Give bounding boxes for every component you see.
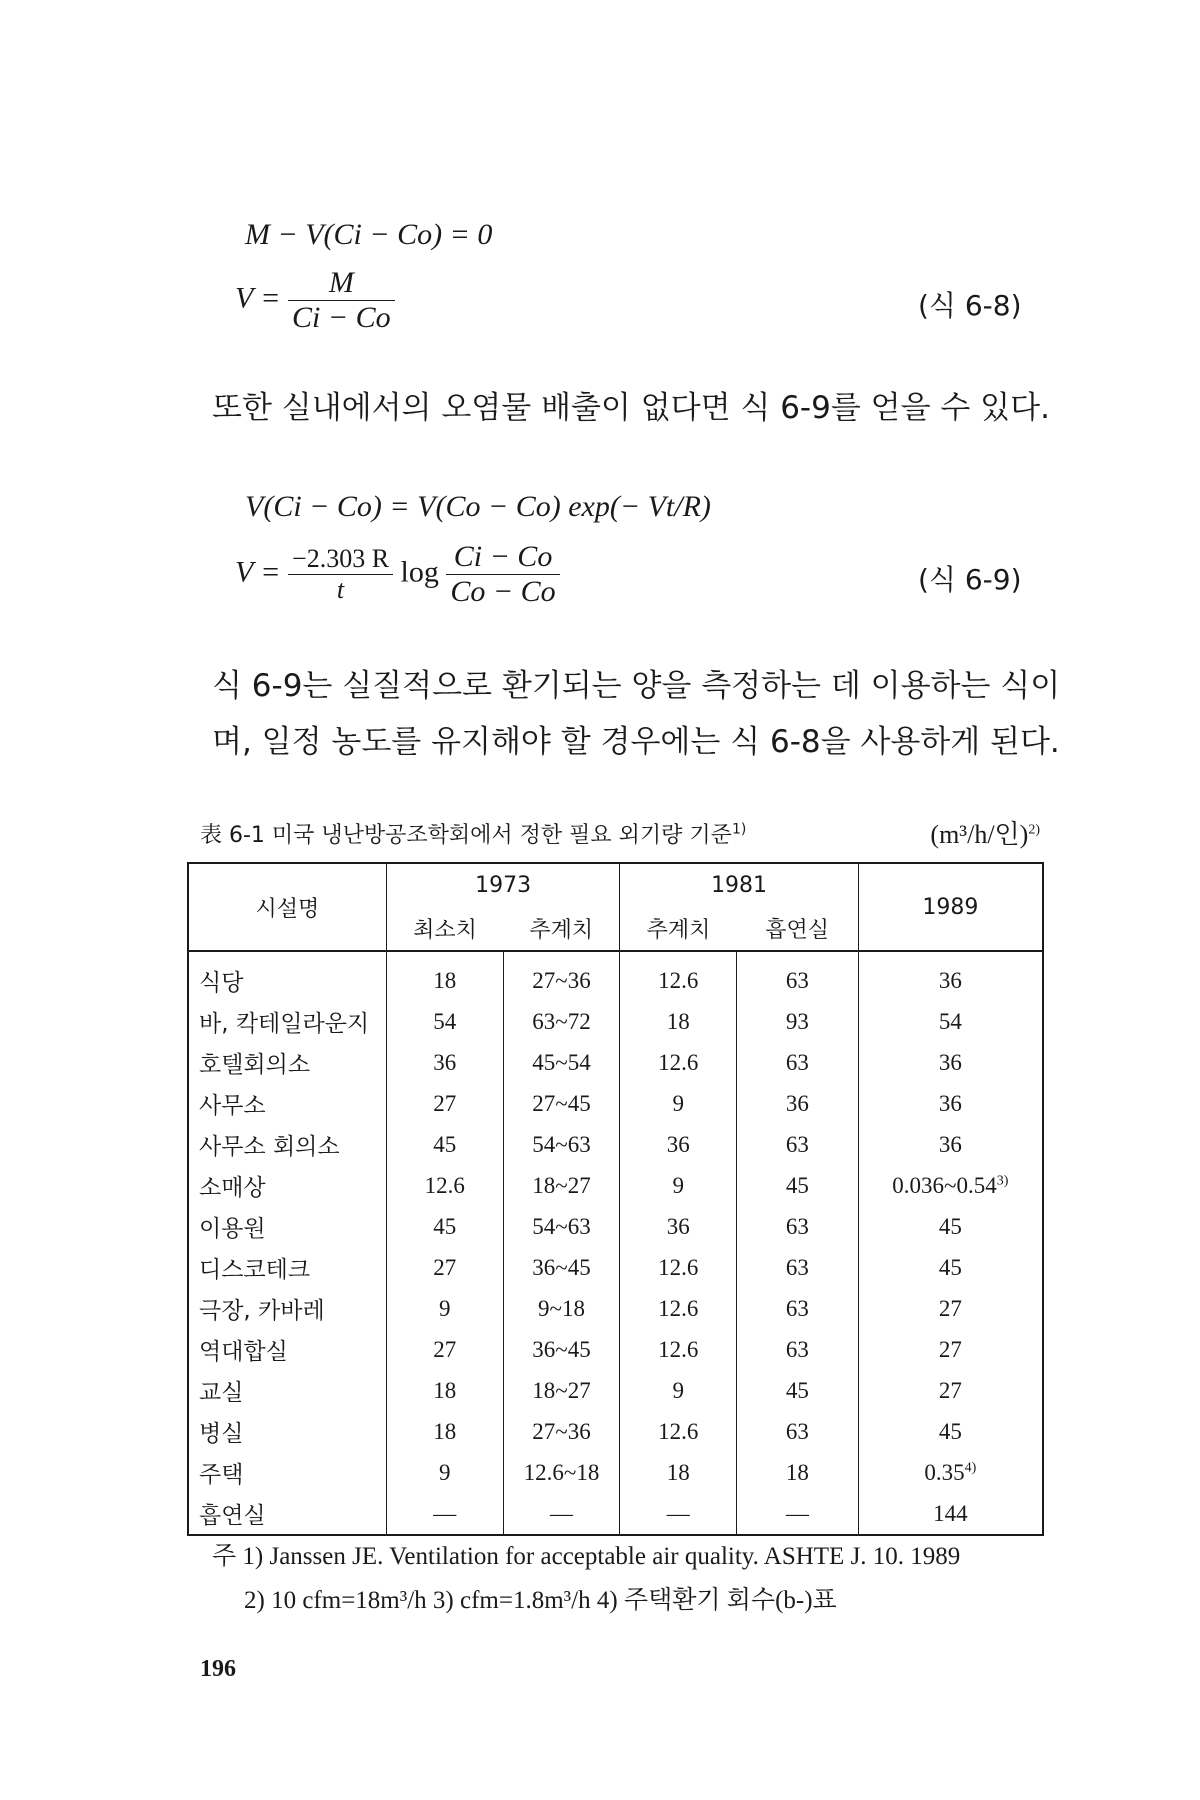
paragraph-explanation: 식 6-9는 실질적으로 환기되는 양을 측정하는 데 이용하는 식이며, 일정 농도를 유지해야 할 경우에는 식 6-8을 사용하게 된다. — [212, 668, 1061, 760]
header-smoking-1981: 흡연실 — [765, 917, 830, 943]
equation-decay: V(Ci − Co) = V(Co − Co) exp(− Vt/R) — [245, 490, 711, 523]
cell-1981-smoking: 36 — [737, 1083, 859, 1124]
cell-1981-recommended: 9 — [620, 1165, 737, 1206]
cell-1981-recommended: 9 — [620, 1083, 737, 1124]
table-row — [188, 1370, 1043, 1411]
cell-1989: 36 — [858, 951, 1043, 1001]
header-recommended-1973: 추계치 — [529, 917, 594, 943]
cell-1973-min: — — [386, 1493, 503, 1535]
cell-1981-smoking: 63 — [737, 1042, 859, 1083]
cell-facility-name: 병실 — [188, 1411, 386, 1452]
cell-facility-name: 교실 — [188, 1370, 386, 1411]
cell-1973-recommended: 27~36 — [503, 951, 620, 1001]
table-row — [188, 1247, 1043, 1288]
cell-1989: 45 — [858, 1247, 1043, 1288]
cell-1973-recommended: 27~36 — [503, 1411, 620, 1452]
equation-number-6-9: (식 6-9) — [918, 563, 1022, 596]
cell-1989: 0.036~0.54$^{3)}$ — [858, 1165, 1043, 1206]
table-row — [188, 1083, 1043, 1124]
cell-1981-smoking: 63 — [737, 1329, 859, 1370]
cell-facility-name: 극장, 카바레 — [188, 1288, 386, 1329]
table-row — [188, 1329, 1043, 1370]
cell-1973-recommended: — — [503, 1493, 620, 1535]
cell-1973-min: 45 — [386, 1206, 503, 1247]
cell-1981-smoking: 18 — [737, 1452, 859, 1493]
cell-facility-name: 디스코테크 — [188, 1247, 386, 1288]
cell-1973-recommended: 36~45 — [503, 1247, 620, 1288]
cell-1973-min: 18 — [386, 1411, 503, 1452]
cell-1981-smoking: 63 — [737, 1288, 859, 1329]
cell-1981-smoking: 45 — [737, 1165, 859, 1206]
table-row — [188, 1452, 1043, 1493]
cell-1981-smoking: 63 — [737, 1206, 859, 1247]
cell-1973-recommended: 54~63 — [503, 1124, 620, 1165]
cell-facility-name: 식당 — [188, 951, 386, 1001]
cell-1981-recommended: 12.6 — [620, 1411, 737, 1452]
header-recommended-1981: 추계치 — [620, 906, 737, 951]
table-row — [188, 1288, 1043, 1329]
cell-1973-recommended: 63~72 — [503, 1001, 620, 1042]
page-number: 196 — [200, 1656, 236, 1682]
cell-1981-smoking: 63 — [737, 951, 859, 1001]
cell-1981-recommended: 12.6 — [620, 1247, 737, 1288]
table-row — [188, 1042, 1043, 1083]
cell-1981-recommended: 12.6 — [620, 1288, 737, 1329]
footnote-1: 주 1) Janssen JE. Ventilation for acceptable air quality. ASHTE J. 10. 1989 — [212, 1543, 961, 1570]
cell-1981-recommended: 18 — [620, 1001, 737, 1042]
cell-1989: 45 — [858, 1411, 1043, 1452]
cell-1973-min: 18 — [386, 951, 503, 1001]
cell-1973-min: 12.6 — [386, 1165, 503, 1206]
paragraph-intro: 또한 실내에서의 오염물 배출이 없다면 식 6-9를 얻을 수 있다. — [212, 390, 1050, 426]
cell-1973-min: 54 — [386, 1001, 503, 1042]
cell-1973-min: 9 — [386, 1288, 503, 1329]
cell-1981-recommended: — — [620, 1493, 737, 1535]
cell-1981-smoking: 93 — [737, 1001, 859, 1042]
cell-1981-recommended: 36 — [620, 1124, 737, 1165]
cell-1981-recommended: 9 — [620, 1370, 737, 1411]
cell-1981-smoking: 63 — [737, 1411, 859, 1452]
cell-1989: 0.35$^{4)}$ — [858, 1452, 1043, 1493]
table-row — [188, 1206, 1043, 1247]
cell-1981-smoking: 63 — [737, 1247, 859, 1288]
header-min-1973: 최소치 — [386, 906, 503, 951]
cell-facility-name: 흡연실 — [188, 1493, 386, 1535]
cell-facility-name: 이용원 — [188, 1206, 386, 1247]
cell-1989: 36 — [858, 1124, 1043, 1165]
table-row — [188, 1411, 1043, 1452]
cell-1981-recommended: 18 — [620, 1452, 737, 1493]
table-unit: (m³/h/인)$^{2)}$ — [930, 820, 1040, 849]
cell-1981-smoking: 45 — [737, 1370, 859, 1411]
cell-1989: 54 — [858, 1001, 1043, 1042]
cell-1981-recommended: 12.6 — [620, 1042, 737, 1083]
cell-1973-recommended: 45~54 — [503, 1042, 620, 1083]
cell-1981-recommended: 36 — [620, 1206, 737, 1247]
cell-1981-recommended: 12.6 — [620, 1329, 737, 1370]
cell-facility-name: 소매상 — [188, 1165, 386, 1206]
footnote-2: 2) 10 cfm=18m³/h 3) cfm=1.8m³/h 4) 주택환기 회수(b-)표 — [244, 1587, 837, 1614]
cell-facility-name: 주택 — [188, 1452, 386, 1493]
cell-1973-recommended: 18~27 — [503, 1370, 620, 1411]
table-row — [188, 1001, 1043, 1042]
header-1989: 1989 — [858, 863, 1043, 951]
cell-1973-recommended: 9~18 — [503, 1288, 620, 1329]
cell-1981-recommended: 12.6 — [620, 951, 737, 1001]
cell-1989: 144 — [858, 1493, 1043, 1535]
cell-1981-smoking: — — [737, 1493, 859, 1535]
table-row — [188, 1165, 1043, 1206]
equation-6-8: V = $\frac{M}{Ci - Co}$ — [235, 266, 395, 335]
header-1981: 1981 — [620, 863, 858, 906]
equation-mass-balance: M − V(Ci − Co) = 0 — [245, 218, 493, 251]
cell-1973-recommended: 12.6~18 — [503, 1452, 620, 1493]
table-caption: 表 6-1 미국 냉난방공조학회에서 정한 필요 외기량 기준$^{1)}$ (m³/h/인)$^{2)}$ — [200, 818, 1040, 849]
cell-facility-name: 역대합실 — [188, 1329, 386, 1370]
cell-1973-min: 9 — [386, 1452, 503, 1493]
cell-facility-name: 사무소 회의소 — [188, 1124, 386, 1165]
cell-1973-recommended: 54~63 — [503, 1206, 620, 1247]
header-facility: 시설명 — [188, 863, 386, 951]
table-row — [188, 1493, 1043, 1535]
cell-1973-min: 18 — [386, 1370, 503, 1411]
header-1973: 1973 — [386, 863, 620, 906]
cell-1973-min: 36 — [386, 1042, 503, 1083]
cell-1973-recommended: 36~45 — [503, 1329, 620, 1370]
cell-1973-recommended: 18~27 — [503, 1165, 620, 1206]
cell-1989: 36 — [858, 1083, 1043, 1124]
cell-facility-name: 바, 칵테일라운지 — [188, 1001, 386, 1042]
cell-1973-min: 27 — [386, 1083, 503, 1124]
ventilation-table — [187, 862, 1044, 1536]
cell-1973-min: 27 — [386, 1247, 503, 1288]
cell-facility-name: 호텔회의소 — [188, 1042, 386, 1083]
cell-1989: 45 — [858, 1206, 1043, 1247]
cell-1989: 27 — [858, 1370, 1043, 1411]
equation-number-6-8: (식 6-8) — [918, 289, 1022, 322]
equation-6-9: V = $\frac{-2.303 R}{t}$ log $\frac{Ci - Co}{Co - Co}$ — [235, 540, 560, 609]
cell-facility-name: 사무소 — [188, 1083, 386, 1124]
cell-1989: 27 — [858, 1329, 1043, 1370]
table-row — [188, 951, 1043, 1001]
cell-1973-recommended: 27~45 — [503, 1083, 620, 1124]
cell-1973-min: 45 — [386, 1124, 503, 1165]
table-row — [188, 1124, 1043, 1165]
cell-1989: 36 — [858, 1042, 1043, 1083]
cell-1973-min: 27 — [386, 1329, 503, 1370]
cell-1989: 27 — [858, 1288, 1043, 1329]
cell-1981-smoking: 63 — [737, 1124, 859, 1165]
